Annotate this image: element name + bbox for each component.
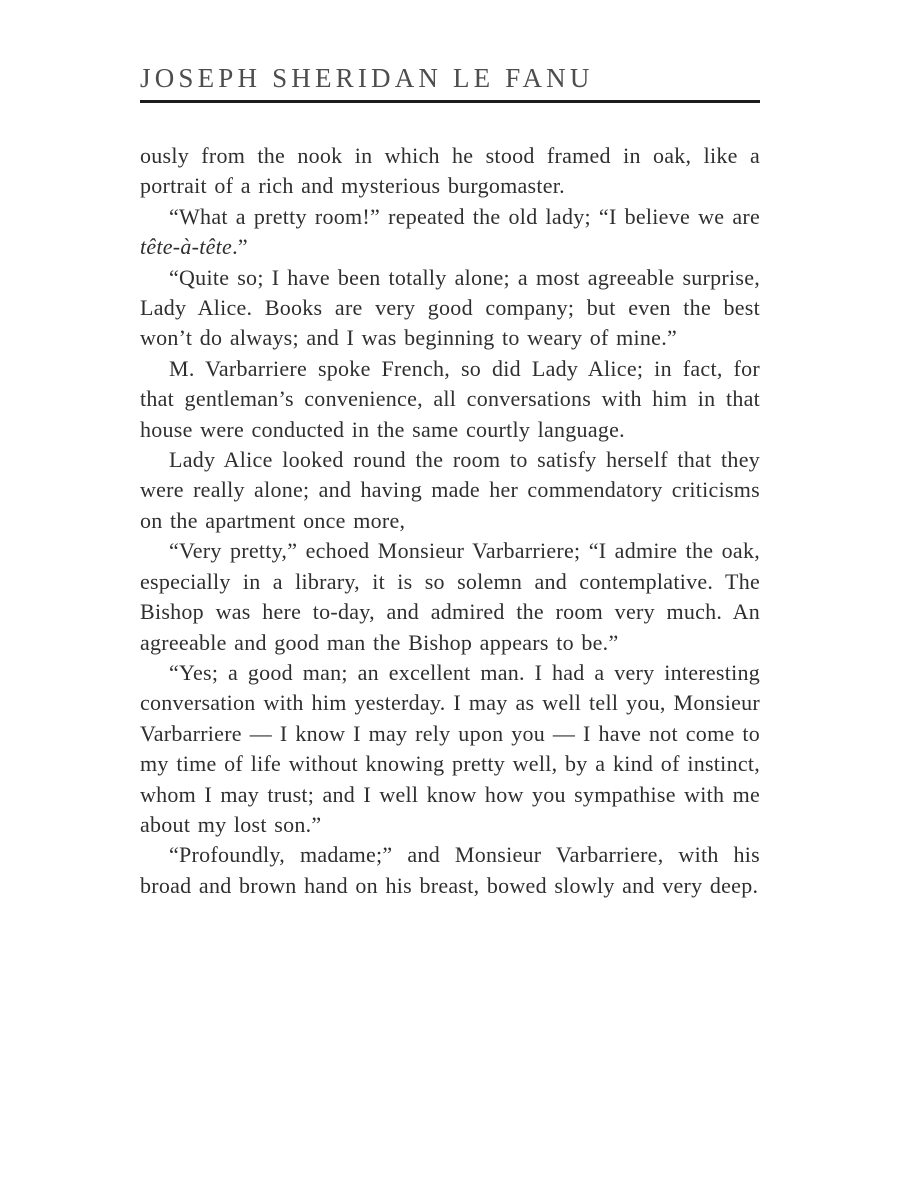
header-rule — [140, 100, 760, 103]
italic-text-segment: tête-à-tête — [140, 234, 233, 260]
text-segment: “Very pretty,” echoed Monsieur Varbarriere; “I admire the oak, especially in a library, it is so solemn and contemplative. The Bishop was here to-day, and admired the room very much. An agreeable and good man the Bishop appears to be.” — [140, 538, 760, 655]
text-segment: “Quite so; I have been totally alone; a most agreeable surprise, Lady Alice. Books are very good company; but even the best won’t do always; and I was beginning to weary of mine.” — [140, 264, 760, 351]
paragraph — [140, 141, 760, 202]
paragraph — [140, 840, 760, 901]
paragraph — [140, 354, 760, 445]
body-text — [140, 141, 760, 901]
page-content — [140, 62, 760, 901]
paragraph — [140, 536, 760, 658]
running-header-author: JOSEPH SHERIDAN LE FANU — [140, 63, 594, 93]
paragraph — [140, 263, 760, 354]
text-segment: “Yes; a good man; an excellent man. I had a very interesting conversation with him yesterday. I may as well tell you, Monsieur Varbarriere — I know I may rely upon you — I have not come to my time of life without knowing pretty well, by a kind of instinct, whom I may trust; and I well know how you sympathise with me about my lost son.” — [140, 659, 760, 837]
text-segment: “Profoundly, madame;” and Monsieur Varbarriere, with his broad and brown hand on his breast, bowed slowly and very deep. — [140, 842, 760, 898]
paragraph — [140, 658, 760, 840]
paragraph — [140, 445, 760, 536]
text-segment: Lady Alice looked round the room to satisfy herself that they were really alone; and having made her commendatory criticisms on the apartment once more, — [140, 447, 760, 533]
text-segment: .” — [232, 234, 248, 260]
text-segment: ously from the nook in which he stood framed in oak, like a portrait of a rich and mysterious burgomaster. — [140, 143, 760, 199]
text-segment: M. Varbarriere spoke French, so did Lady Alice; in fact, for that gentleman’s convenience, all conversations with him in that house were conducted in the same courtly language. — [140, 355, 760, 442]
text-segment: “What a pretty room!” repeated the old lady; “I believe we are — [169, 203, 760, 229]
paragraph — [140, 202, 760, 263]
